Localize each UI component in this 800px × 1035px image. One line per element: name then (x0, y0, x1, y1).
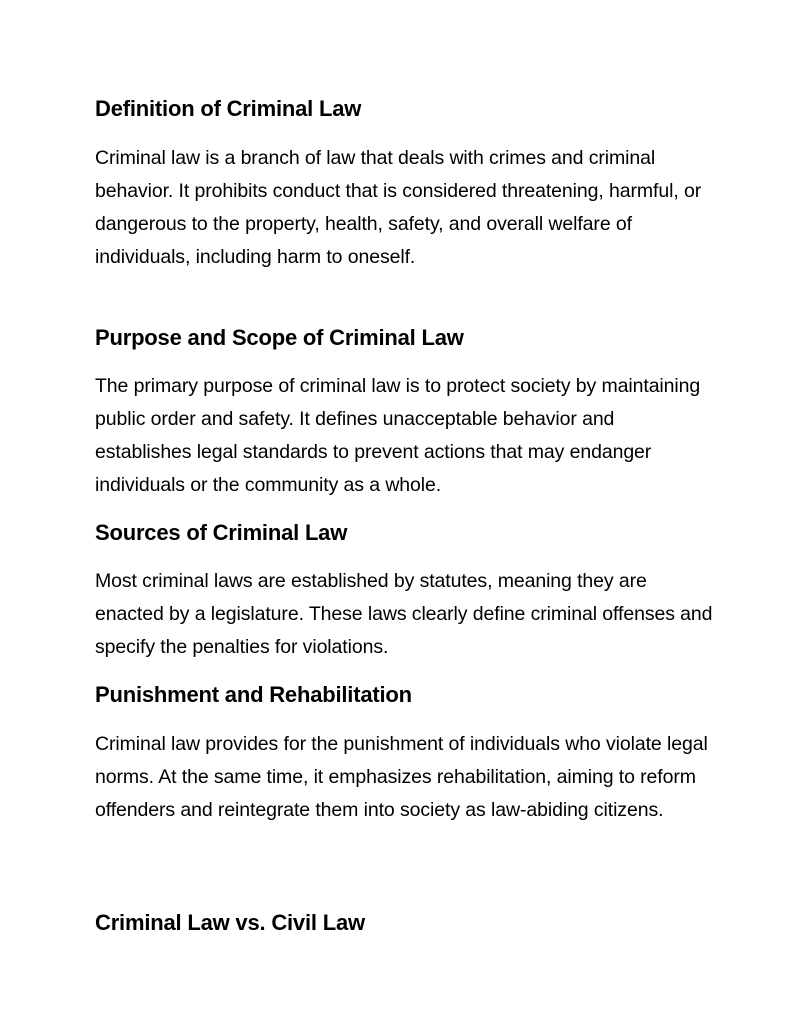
section-body-sources: Most criminal laws are established by statutes, meaning they are enacted by a legislature. These laws clearly define criminal offenses and specify the penalties for violations. (95, 570, 713, 658)
section-body-definition: Criminal law is a branch of law that deals with crimes and criminal behavior. It prohibits conduct that is considered threatening, harmful, or dangerous to the property, health, safety, and overall welfare of individuals, including harm to oneself. (95, 147, 702, 268)
section-heading-definition: Definition of Criminal Law (95, 96, 362, 121)
section-heading-punishment: Punishment and Rehabilitation (95, 682, 412, 707)
section-heading-criminal-vs-civil: Criminal Law vs. Civil Law (95, 910, 365, 935)
section-body-punishment: Criminal law provides for the punishment of individuals who violate legal norms. At the same time, it emphasizes rehabilitation, aiming to reform offenders and reintegrate them into society as law-abiding citizens. (95, 733, 708, 821)
section-heading-purpose: Purpose and Scope of Criminal Law (95, 325, 464, 350)
section-heading-sources: Sources of Criminal Law (95, 520, 348, 545)
section-body-purpose: The primary purpose of criminal law is to protect society by maintaining public order and safety. It defines unacceptable behavior and establishes legal standards to prevent actions that may endanger individuals or the community as a whole. (95, 375, 701, 496)
